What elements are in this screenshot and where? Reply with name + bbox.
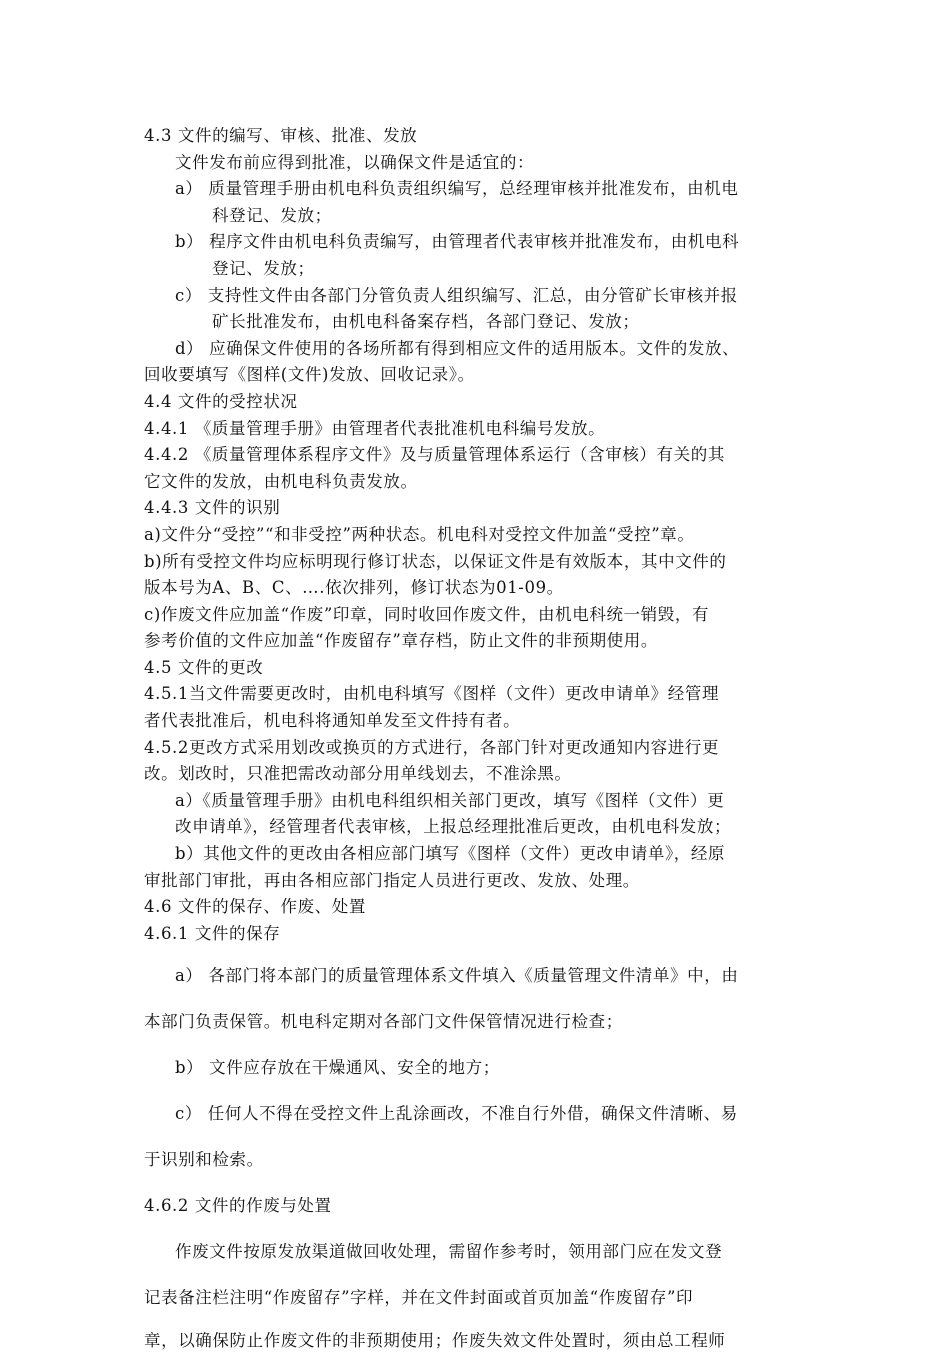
list-item-c: c） 支持性文件由各部门分管负责人组织编写、汇总，由分管矿长审核并报 [175,285,738,305]
clause-4-4-3-b-cont: 版本号为A、B、C、….依次排列，修订状态为01-09。 [144,578,564,598]
list-item-b-cont: 登记、发放； [212,258,315,278]
heading-4-4: 4.4 文件的受控状况 [144,391,298,411]
clause-4-6-1-a-cont: 本部门负责保管。机电科定期对各部门文件保管情况进行检查； [144,1012,623,1032]
clause-4-5-1: 4.5.1当文件需要更改时，由机电科填写《图样（文件）更改申请单》经管理 [144,684,720,704]
clause-4-5-2-b: b）其他文件的更改由各相应部门填写《图样（文件）更改申请单》，经原 [175,844,726,864]
clause-4-4-3: 4.4.3 文件的识别 [144,498,281,518]
list-item-d: d） 应确保文件使用的各场所都有得到相应文件的适用版本。文件的发放、 [175,338,740,358]
document-page [144,123,806,1361]
list-item-d-cont: 回收要填写《图样(文件)发放、回收记录》。 [144,365,475,385]
clause-4-6-2-para: 作废文件按原发放渠道做回收处理，需留作参考时，领用部门应在发文登 [175,1242,723,1262]
clause-4-5-1-cont: 者代表批准后，机电科将通知单发至文件持有者。 [144,711,521,731]
clause-4-4-2-cont: 它文件的发放，由机电科负责发放。 [144,471,418,491]
clause-4-6-1-b: b） 文件应存放在干燥通风、安全的地方； [175,1058,500,1078]
heading-4-5: 4.5 文件的更改 [144,657,264,677]
clause-4-5-2-cont: 改。划改时，只准把需改动部分用单线划去，不准涂黑。 [144,764,572,784]
list-item-a: a） 质量管理手册由机电科负责组织编写，总经理审核并批准发布，由机电 [175,179,739,199]
paragraph-line: 文件发布前应得到批准，以确保文件是适宜的： [175,152,535,172]
heading-4-3: 4.3 文件的编写、审核、批准、发放 [144,126,418,145]
clause-4-5-2-a-cont: 改申请单》，经管理者代表审核，上报总经理批准后更改，由机电科发放； [175,817,732,837]
clause-4-4-3-a: a)文件分“受控”“和非受控”两种状态。机电科对受控文件加盖“受控”章。 [144,524,695,544]
heading-4-6: 4.6 文件的保存、作废、处置 [144,897,366,917]
clause-4-4-1: 4.4.1 《质量管理手册》由管理者代表批准机电科编号发放。 [144,418,606,438]
clause-4-6-1: 4.6.1 文件的保存 [144,923,281,943]
clause-4-6-1-a: a） 各部门将本部门的质量管理体系文件填入《质量管理文件清单》中，由 [175,966,739,986]
clause-4-6-2-para-cont: 章，以确保防止作废文件的非预期使用；作废失效文件处置时，须由总工程师 [144,1331,726,1351]
clause-4-6-1-c: c） 任何人不得在受控文件上乱涂画改，不准自行外借，确保文件清晰、易 [175,1104,738,1124]
clause-4-4-3-c: c)作废文件应加盖“作废”印章，同时收回作废文件，由机电科统一销毁，有 [144,604,710,624]
clause-4-4-3-b: b)所有受控文件均应标明现行修订状态，以保证文件是有效版本，其中文件的 [144,551,727,571]
list-item-c-cont: 矿长批准发布，由机电科备案存档，各部门登记、发放； [212,312,640,332]
clause-4-4-3-c-cont: 参考价值的文件应加盖“作废留存”章存档，防止文件的非预期使用。 [144,631,658,651]
clause-4-6-2-para-cont: 记表备注栏注明“作废留存”字样，并在文件封面或首页加盖“作废留存”印 [144,1288,694,1308]
clause-4-6-1-c-cont: 于识别和检索。 [144,1150,264,1170]
list-item-a-cont: 科登记、发放； [212,205,332,225]
clause-4-5-2: 4.5.2更改方式采用划改或换页的方式进行，各部门针对更改通知内容进行更 [144,737,720,757]
clause-4-5-2-b-cont: 审批部门审批，再由各相应部门指定人员进行更改、发放、处理。 [144,870,640,890]
clause-4-6-2: 4.6.2 文件的作废与处置 [144,1196,332,1216]
list-item-b: b） 程序文件由机电科负责编写，由管理者代表审核并批准发布，由机电科 [175,232,740,252]
clause-4-4-2: 4.4.2 《质量管理体系程序文件》及与质量管理体系运行（含审核）有关的其 [144,445,725,465]
clause-4-5-2-a: a）《质量管理手册》由机电科组织相关部门更改，填写《图样（文件）更 [175,790,725,810]
